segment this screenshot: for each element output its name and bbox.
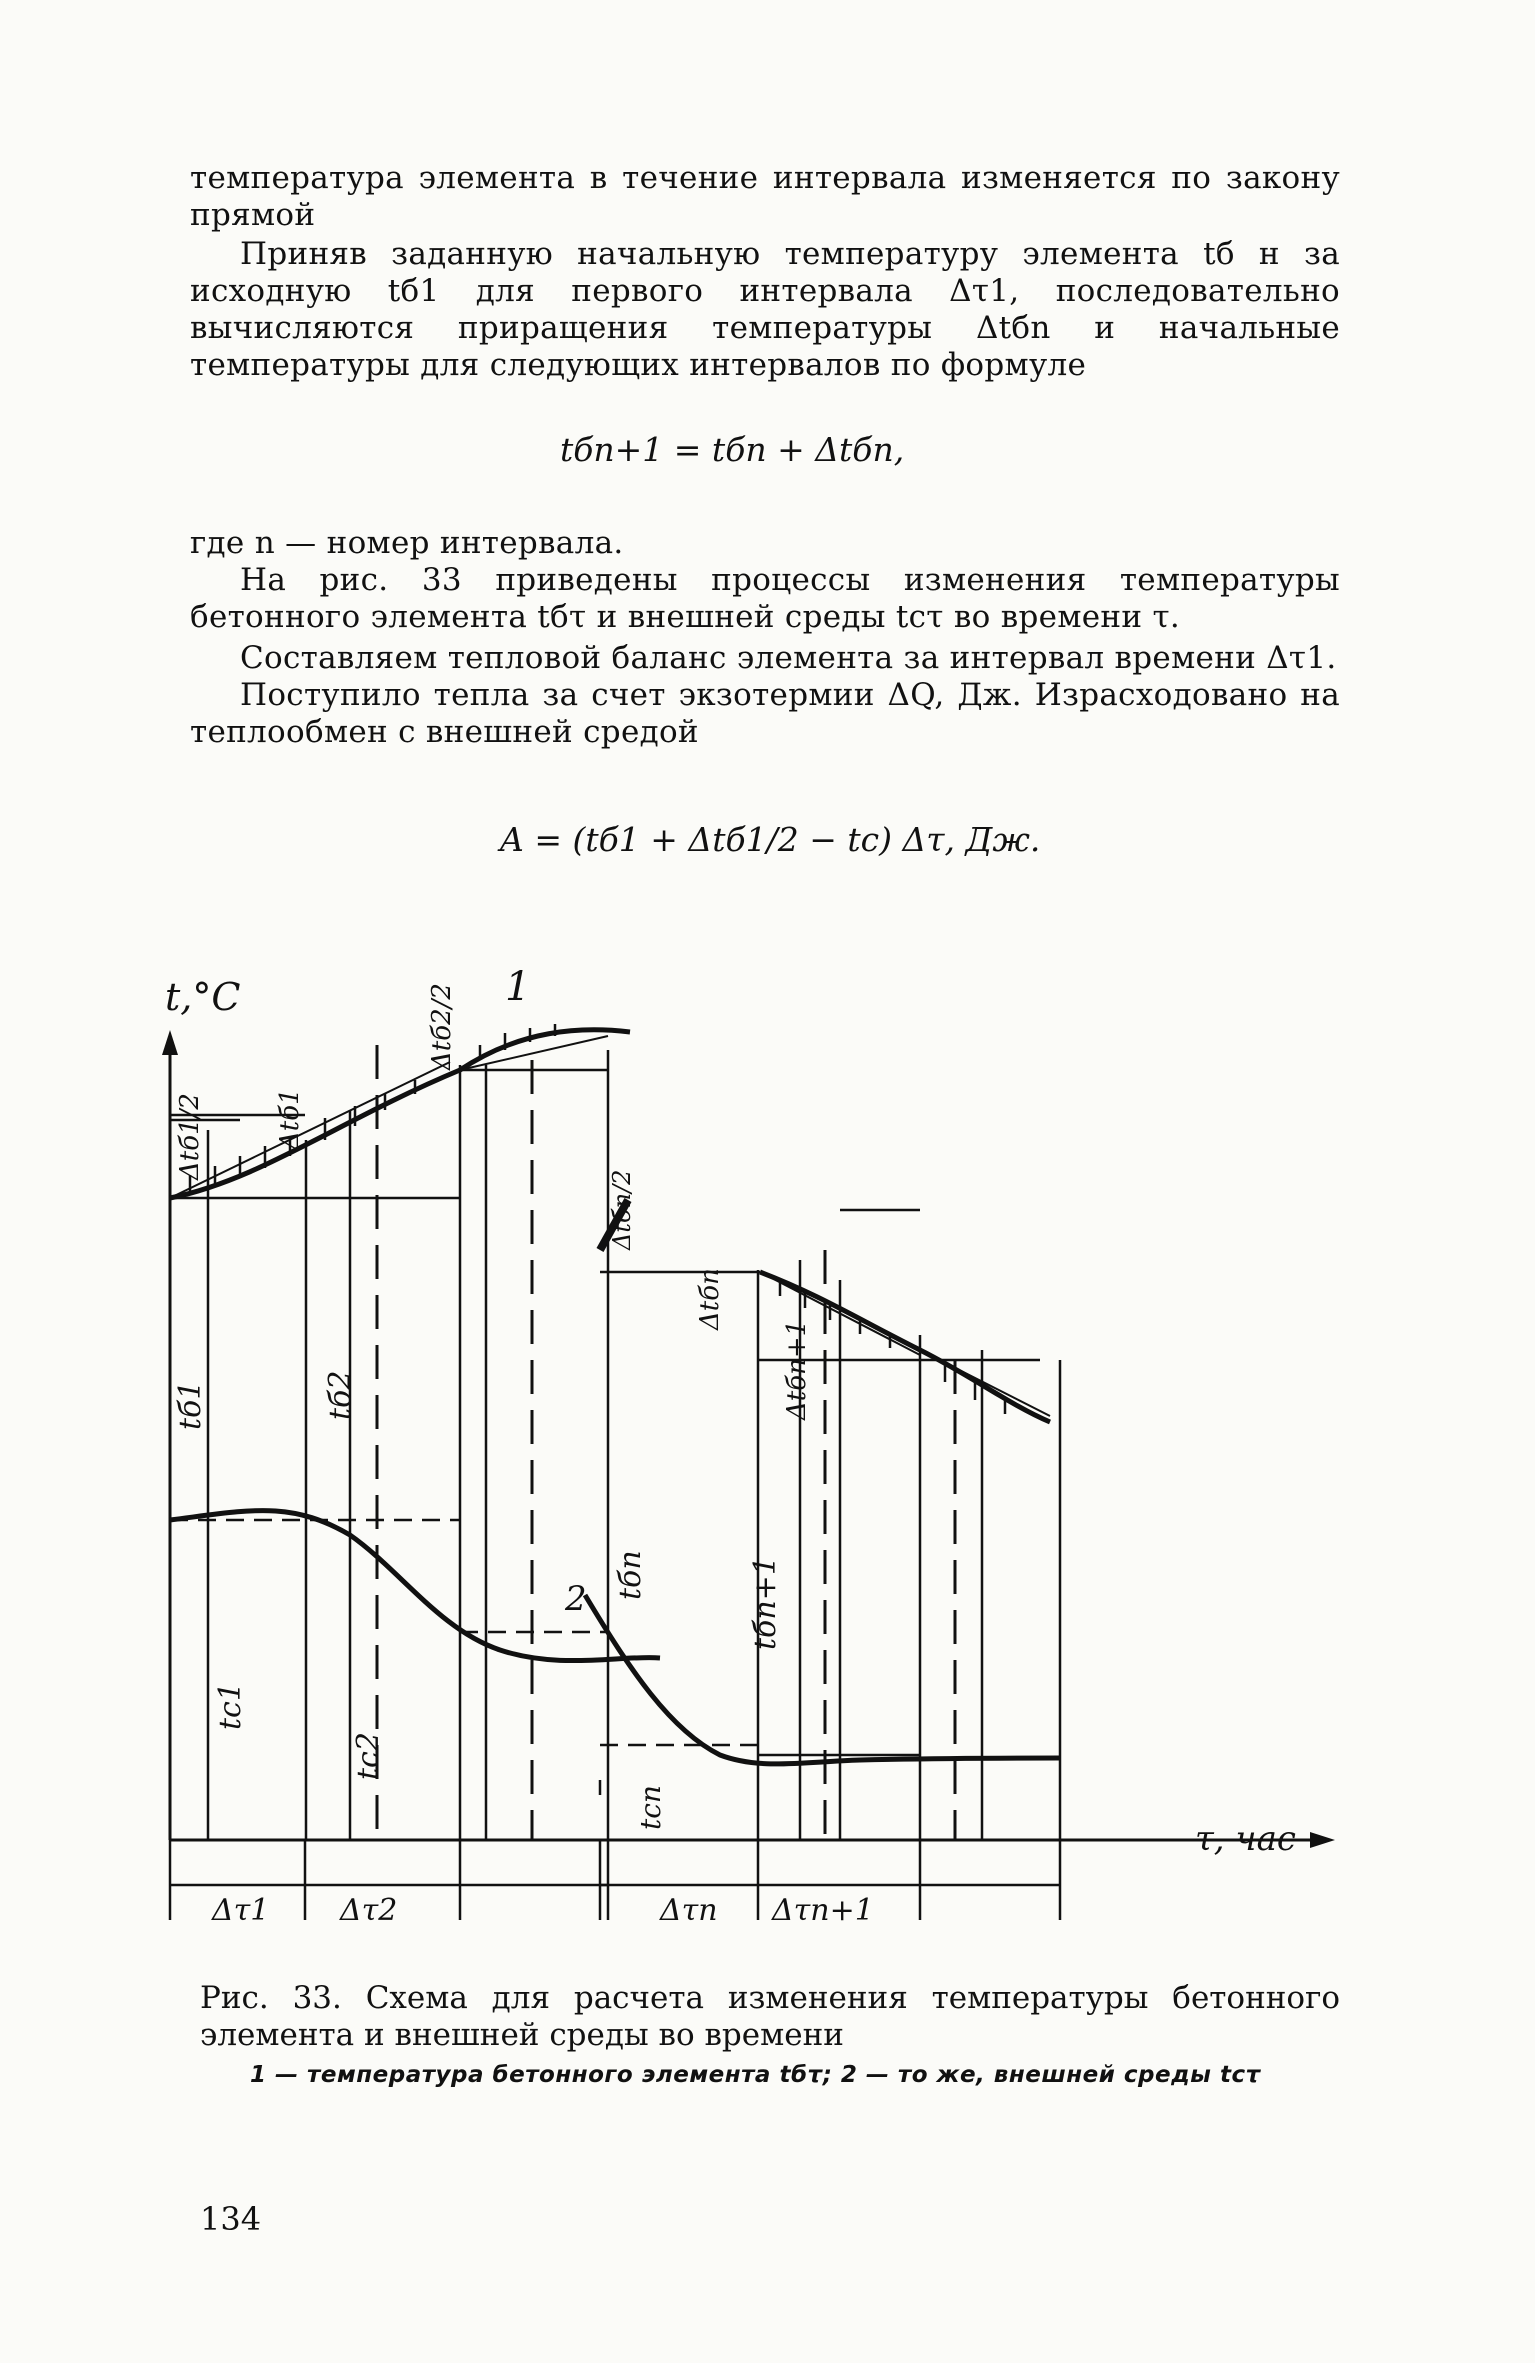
formula-next-temperature: tбn+1 = tбn + Δtбn, [560, 430, 905, 469]
label-dtau1: Δτ1 [212, 1893, 270, 1928]
label-dtaun: Δτn [660, 1893, 718, 1928]
y-axis-arrow [162, 1030, 178, 1055]
figure-caption: Рис. 33. Схема для расчета изменения температуры бетонного элемента и внешней среды во времени [200, 1980, 1340, 2053]
label-dtb1-half: Δtб1/2 [175, 1093, 205, 1180]
x-axis-arrow [1310, 1832, 1335, 1848]
label-dtbn: Δtбn [695, 1268, 725, 1330]
page-number: 134 [200, 2200, 262, 2238]
paragraph-6: Поступило тепла за счет экзотермии ΔQ, Дж. Израсходовано на теплообмен с внешней средой [190, 677, 1340, 750]
curve-1-label: 1 [505, 964, 531, 1010]
paragraph-4: На рис. 33 приведены процессы изменения температуры бетонного элемента tбτ и внешней среды tcτ во времени τ. [190, 562, 1340, 635]
label-tb1: tб1 [173, 1380, 208, 1430]
label-dtau2: Δτ2 [340, 1893, 398, 1928]
label-dtbn-half: Δtбn/2 [608, 1169, 636, 1250]
label-dtb1: Δtб1 [275, 1088, 305, 1150]
curve-2-label: 2 [565, 1579, 587, 1619]
figure-33 [160, 950, 1390, 1928]
paragraph-2: Приняв заданную начальную температуру элемента tб н за исходную tб1 для первого интервала Δτ1, последовательно вычисляются приращения температуры Δtбn и начальные температуры для следующих интервалов по формуле [190, 236, 1340, 383]
label-tbn1: tбn+1 [748, 1556, 783, 1650]
label-tb2: tб2 [323, 1370, 358, 1420]
x-axis-label: τ, час [1195, 1819, 1296, 1859]
label-dtbn1: Δtбn+1 [782, 1319, 812, 1420]
label-tbn: tбn [613, 1550, 648, 1600]
label-dtb2-half: Δtб2/2 [427, 983, 457, 1070]
label-tc1: tc1 [213, 1682, 248, 1730]
figure-legend: 1 — температура бетонного элемента tбτ; 2 — то же, внешней среды tcτ [250, 2062, 1261, 2088]
formula-heat-exchange: A = (tб1 + Δtб1/2 − tc) Δτ, Дж. [500, 820, 1041, 859]
paragraph-5: Составляем тепловой баланс элемента за интервал времени Δτ1. [240, 640, 1337, 676]
label-dtaun1: Δτn+1 [772, 1893, 874, 1928]
y-axis-label: t,°C [165, 975, 241, 1019]
paragraph-3: где n — номер интервала. [190, 525, 624, 561]
label-tc2: tc2 [351, 1732, 386, 1780]
label-tcn: tcn [634, 1785, 667, 1830]
paragraph-1: температура элемента в течение интервала изменяется по закону прямой [190, 160, 1340, 233]
curve-2-right [585, 1595, 1060, 1764]
figure-33-diagram [160, 950, 1390, 1928]
